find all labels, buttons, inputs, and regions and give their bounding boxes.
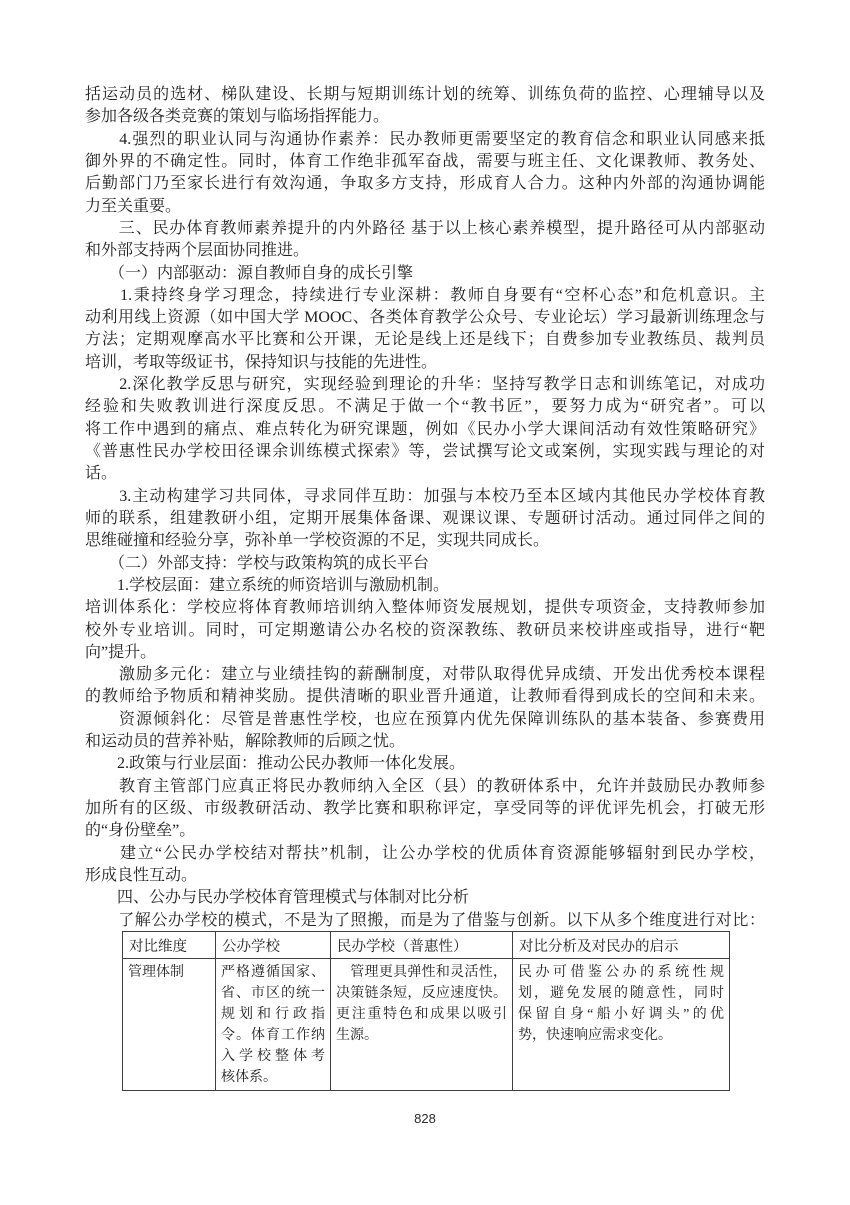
- cell-line: 省、市区的统一: [221, 986, 325, 1001]
- text-line: 括运动员的选材、梯队建设、长期与短期训练计划的统筹、训练负荷的监控、心理辅导以及: [85, 86, 765, 103]
- text-line: 1.学校层面：建立系统的师资培训与激励机制。: [85, 576, 450, 594]
- text-line: 话。: [85, 465, 118, 483]
- cell-line: 生源。: [336, 1028, 378, 1043]
- text-line: 2.政策与行业层面：推动公民办教师一体化发展。: [85, 755, 466, 773]
- text-line: 建立“公民办学校结对帮扶”机制，让公办学校的优质体育资源能够辐射到民办学校，: [85, 844, 765, 862]
- cell-line: 保留自身“船小好调头”的优: [518, 1007, 724, 1022]
- cell-line: 决策链条短，反应速度快。: [336, 986, 507, 1001]
- text-line: 向”提升。: [85, 643, 157, 661]
- text-line: 三、民办体育教师素养提升的内外路径 基于以上核心素养模型，提升路径可从内部驱动: [85, 219, 765, 237]
- text-line: 3.主动构建学习共同体，寻求同伴互助：加强与本校乃至本区域内其他民办学校体育教: [85, 487, 765, 505]
- text-line: 后勤部门乃至家长进行有效沟通，争取多方支持，形成育人合力。这种内外部的沟通协调能: [85, 175, 765, 193]
- body-text: [85, 84, 765, 932]
- table-body: [123, 959, 730, 1091]
- text-line: （一）内部驱动：源自教师自身的成长引擎: [85, 264, 414, 282]
- cell-line: 划，避免发展的随意性，同时: [518, 986, 724, 1001]
- text-line: 激励多元化：建立与业绩挂钩的薪酬制度，对带队取得优异成绩、开发出优秀校本课程: [85, 666, 765, 684]
- text-line: 思维碰撞和经验分享，弥补单一学校资源的不足，实现共同成长。: [85, 532, 550, 550]
- table-header-cell: 公办学校: [216, 932, 331, 959]
- text-line: （二）外部支持：学校与政策构筑的成长平台: [85, 554, 430, 572]
- text-line: 培训体系化：学校应将体育教师培训纳入整体师资发展规划，提供专项资金，支持教师参加: [85, 599, 765, 617]
- text-line: 和外部支持两个层面协同推进。: [85, 242, 310, 260]
- text-line: 2.深化教学反思与研究，实现经验到理论的升华：坚持写教学日志和训练笔记，对成功: [85, 376, 765, 394]
- text-line: 动利用线上资源（如中国大学 MOOC、各类体育教学公众号、专业论坛）学习最新训练理念与: [85, 309, 765, 327]
- text-line: 御外界的不确定性。同时，体育工作绝非孤军奋战，需要与班主任、文化课教师、教务处、: [85, 152, 765, 170]
- text-line: 师的联系，组建教研小组，定期开展集体备课、观课议课、专题研讨活动。通过同伴之间的: [85, 509, 765, 527]
- cell-line: 更注重特色和成果以吸引: [336, 1007, 507, 1022]
- cell-line: 规划和行政指: [221, 1007, 325, 1022]
- text-line: 参加各级各类竞赛的策划与临场指挥能力。: [85, 108, 390, 126]
- cell-line: 管理更具弹性和灵活性，: [336, 965, 507, 980]
- text-line: 的“身份壁垒”。: [85, 822, 196, 840]
- cell-line: 管理体制: [128, 965, 184, 980]
- text-line: 培训，考取等级证书，保持知识与技能的先进性。: [85, 353, 438, 371]
- table-cell: [216, 959, 331, 1091]
- table-header-cell: 对比分析及对民办的启示: [513, 932, 730, 959]
- text-line: 和运动员的营养补贴，解除教师的后顾之忧。: [85, 733, 406, 751]
- table-cell: [123, 959, 216, 1091]
- text-line: 将工作中遇到的痛点、难点转化为研究课题，例如《民办小学大课间活动有效性策略研究》: [85, 420, 765, 438]
- cell-line: 民办可借鉴公办的系统性规: [518, 965, 724, 980]
- text-line: 1.秉持终身学习理念，持续进行专业深耕：教师自身要有“空杯心态”和危机意识。主: [85, 286, 765, 304]
- text-line: 了解公办学校的模式，不是为了照搬，而是为了借鉴与创新。以下从多个维度进行对比：: [85, 911, 765, 929]
- cell-line: 严格遵循国家、: [221, 965, 325, 980]
- cell-line: 核体系。: [221, 1070, 277, 1085]
- text-line: 教育主管部门应真正将民办教师纳入全区（县）的教研体系中，允许并鼓励民办教师参: [85, 777, 765, 795]
- text-line: 经验和失败教训进行深度反思。不满足于做一个“教书匠”，要努力成为“研究者”。可以: [85, 398, 765, 416]
- table-row: [123, 959, 730, 1091]
- comparison-table: [122, 931, 730, 1091]
- text-line: 校外专业培训。同时，可定期邀请公办名校的资深教练、教研员来校讲座或指导，进行“靶: [85, 621, 765, 639]
- text-line: 《普惠性民办学校田径课余训练模式探索》等，尝试撰写论文或案例，实现实践与理论的对: [85, 443, 765, 460]
- text-line: 方法；定期观摩高水平比赛和公开课，无论是线上还是线下；自费参加专业教练员、裁判员: [85, 331, 765, 349]
- page-number: 828: [414, 1111, 436, 1126]
- text-line: 力至关重要。: [85, 197, 182, 215]
- cell-line: 令。体育工作纳: [221, 1028, 325, 1043]
- text-line: 四、公办与民办学校体育管理模式与体制对比分析: [85, 889, 470, 907]
- text-line: 资源倾斜化：尽管是普惠性学校，也应在预算内优先保障训练队的基本装备、参赛费用: [85, 710, 765, 728]
- table-header-row: [123, 932, 730, 959]
- text-line: 加所有的区级、市级教研活动、教学比赛和职称评定，享受同等的评优评先机会，打破无形: [85, 800, 765, 817]
- table-header-cell: 民办学校（普惠性）: [331, 932, 513, 959]
- text-line: 形成良性互动。: [85, 866, 198, 884]
- table-header-cell: 对比维度: [123, 932, 216, 959]
- text-line: 的教师给予物质和精神奖励。提供清晰的职业晋升通道，让教师看得到成长的空间和未来。: [85, 688, 765, 706]
- cell-line: 入学校整体考: [221, 1049, 325, 1064]
- table-cell: [331, 959, 513, 1091]
- cell-line: 势，快速响应需求变化。: [518, 1028, 672, 1043]
- text-line: 4.强烈的职业认同与沟通协作素养：民办教师更需要坚定的教育信念和职业认同感来抵: [85, 130, 765, 148]
- table-cell: [513, 959, 730, 1091]
